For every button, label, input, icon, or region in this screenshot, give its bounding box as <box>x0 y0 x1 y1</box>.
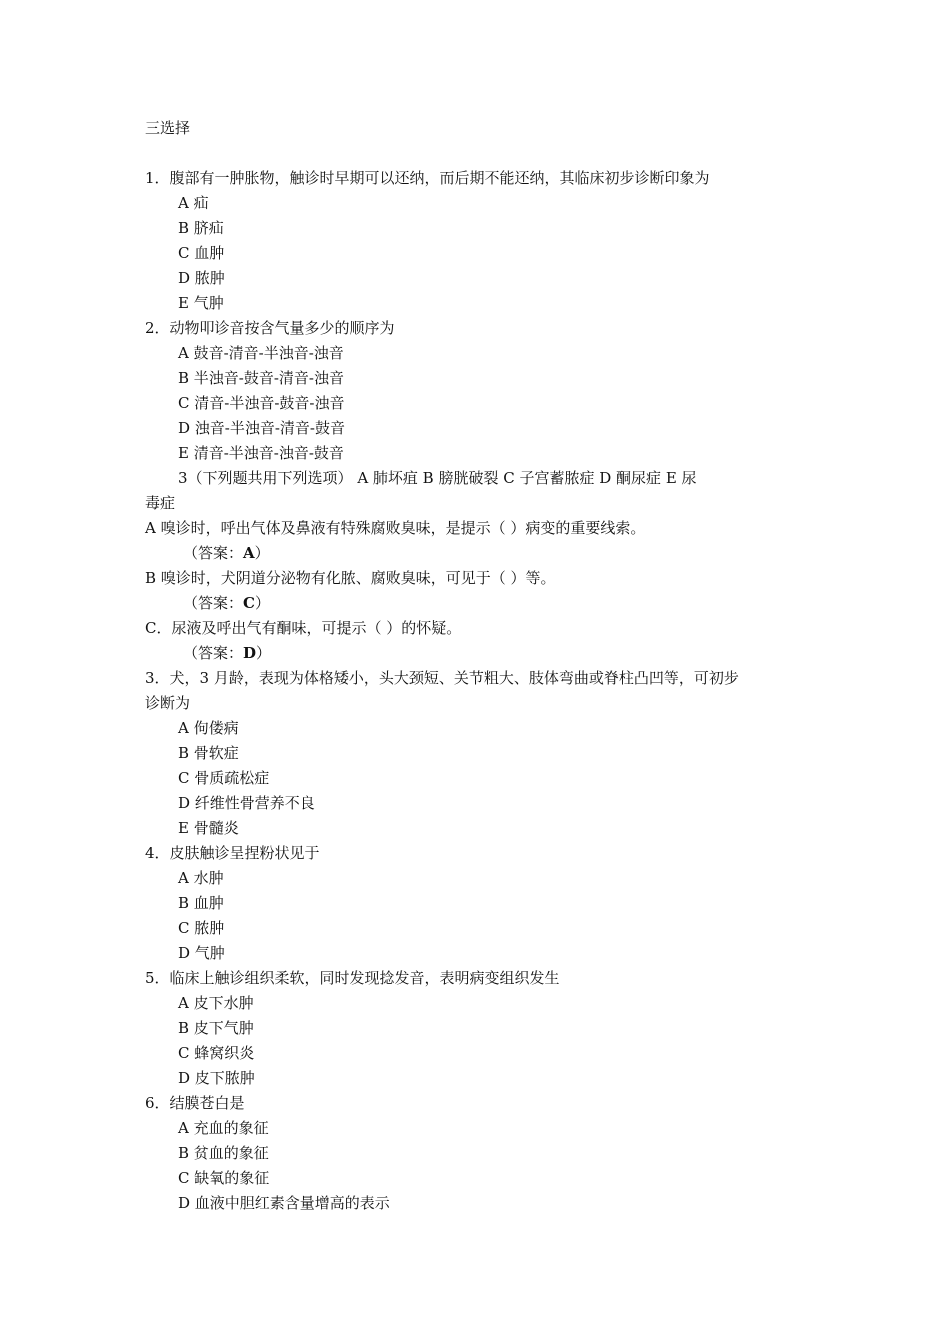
question-1-option-b: B 脐疝 <box>178 219 224 237</box>
question-2-option-c: C 清音-半浊音-鼓音-浊音 <box>178 394 345 412</box>
question-5-stem: 5．临床上触诊组织柔软，同时发现捻发音，表明病变组织发生 <box>145 969 560 987</box>
question-6-option-b: B 贫血的象征 <box>178 1144 269 1162</box>
question-3-option-d: D 纤维性骨营养不良 <box>178 794 315 812</box>
answer-letter: A <box>243 544 255 562</box>
question-1-option-e: E 气肿 <box>178 294 224 312</box>
question-1-option-d: D 脓肿 <box>178 269 225 287</box>
question-3-stem-continued: 诊断为 <box>145 694 191 712</box>
shared-item-a-answer: （答案：A） <box>183 544 270 562</box>
question-1-stem: 1．腹部有一肿胀物，触诊时早期可以还纳，而后期不能还纳，其临床初步诊断印象为 <box>145 169 710 187</box>
question-3-stem: 3．犬，3 月龄，表现为体格矮小，头大颈短、关节粗大、肢体弯曲或脊柱凸凹等，可初步 <box>145 669 739 687</box>
question-2-option-a: A 鼓音-清音-半浊音-浊音 <box>178 344 344 362</box>
shared-item-b-text: B 嗅诊时，犬阴道分泌物有化脓、腐败臭味，可见于（ ）等。 <box>145 569 556 587</box>
question-1-option-c: C 血肿 <box>178 244 225 262</box>
question-2-stem: 2．动物叩诊音按含气量多少的顺序为 <box>145 319 395 337</box>
shared-item-b-answer: （答案：C） <box>183 594 270 612</box>
question-6-stem: 6．结膜苍白是 <box>145 1094 245 1112</box>
question-3-option-b: B 骨软症 <box>178 744 239 762</box>
question-4-option-b: B 血肿 <box>178 894 224 912</box>
question-2-option-d: D 浊音-半浊音-清音-鼓音 <box>178 419 346 437</box>
question-5-option-b: B 皮下气肿 <box>178 1019 254 1037</box>
question-4-option-c: C 脓肿 <box>178 919 225 937</box>
question-6-option-d: D 血液中胆红素含量增高的表示 <box>178 1194 390 1212</box>
question-3-option-c: C 骨质疏松症 <box>178 769 270 787</box>
question-3-option-e: E 骨髓炎 <box>178 819 239 837</box>
shared-options-intro-continued: 毒症 <box>145 494 176 512</box>
answer-letter: D <box>243 644 257 662</box>
question-2-option-b: B 半浊音-鼓音-清音-浊音 <box>178 369 344 387</box>
question-4-stem: 4．皮肤触诊呈捏粉状见于 <box>145 844 320 862</box>
section-title: 三选择 <box>145 119 191 137</box>
question-5-option-c: C 蜂窝织炎 <box>178 1044 255 1062</box>
question-6-option-a: A 充血的象征 <box>178 1119 269 1137</box>
question-6-option-c: C 缺氧的象征 <box>178 1169 270 1187</box>
question-4-option-d: D 气肿 <box>178 944 225 962</box>
shared-options-intro: 3（下列题共用下列选项） A 肺坏疽 B 膀胱破裂 C 子宫蓄脓症 D 酮尿症 E 尿 <box>178 469 697 487</box>
question-3-option-a: A 佝偻病 <box>178 719 239 737</box>
question-4-option-a: A 水肿 <box>178 869 224 887</box>
question-1-option-a: A 疝 <box>178 194 209 212</box>
question-5-option-a: A 皮下水肿 <box>178 994 254 1012</box>
shared-item-a-text: A 嗅诊时，呼出气体及鼻液有特殊腐败臭味，是提示（ ）病变的重要线索。 <box>145 519 646 537</box>
shared-item-c-answer: （答案：D） <box>183 644 272 662</box>
answer-letter: C <box>243 594 255 612</box>
shared-item-c-text: C．尿液及呼出气有酮味，可提示（ ）的怀疑。 <box>145 619 462 637</box>
question-2-option-e: E 清音-半浊音-浊音-鼓音 <box>178 444 344 462</box>
question-5-option-d: D 皮下脓肿 <box>178 1069 255 1087</box>
